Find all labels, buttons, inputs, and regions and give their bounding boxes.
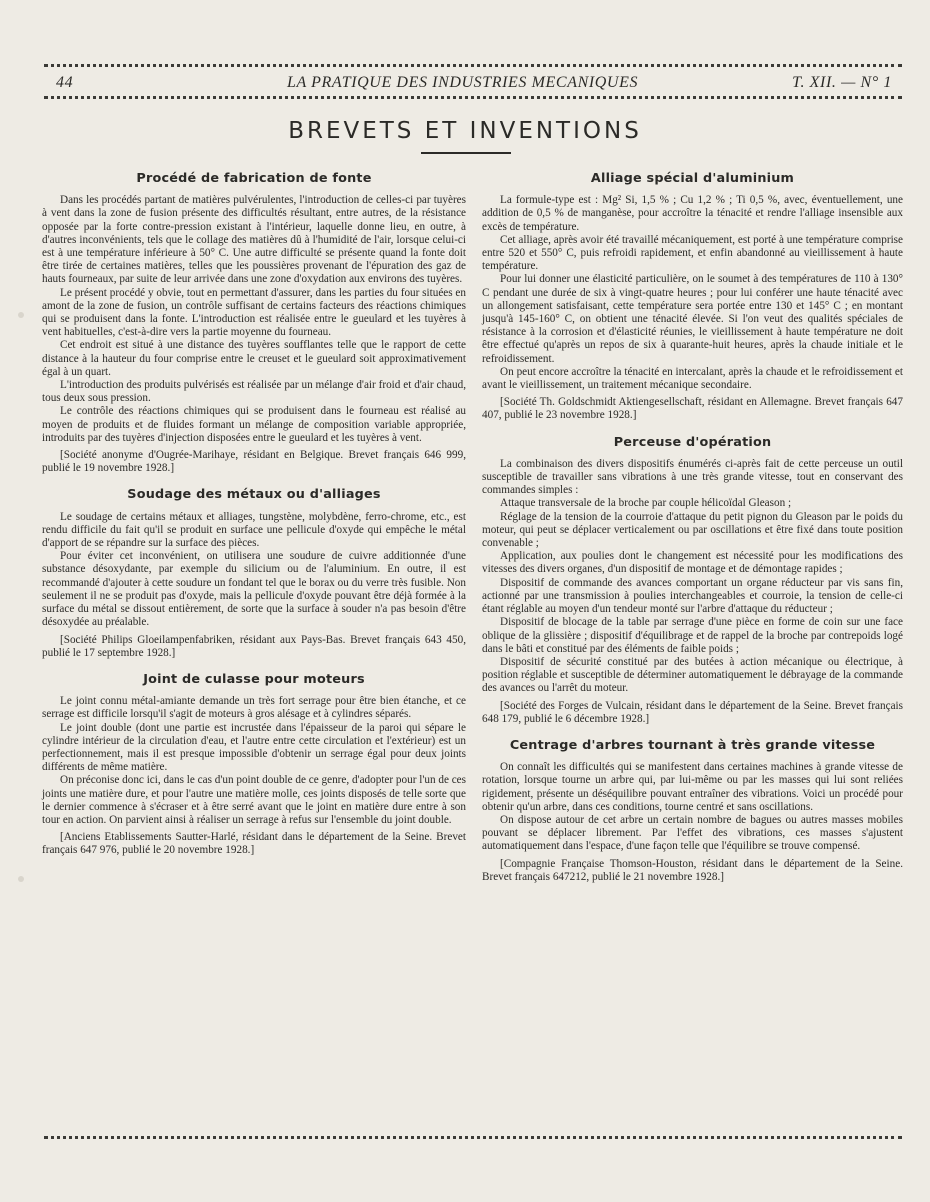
title-underline [421, 152, 511, 154]
article-paragraph: Pour éviter cet inconvénient, on utilisera une soudure de cuivre additionnée d'une substance désoxydante, par exemple du silicium ou de l'aluminium. En outre, il est recommandé d'ajouter à cette soudure un fondant tel que le borax ou du verre très fusible. Non seulement il ne se produit pas d'oxyde, mais la pellicule d'oxyde pouvant être déjà formée à la surface du métal se dissout entièrement, de sorte que la surface à souder n'a pas besoin d'être désoxydée au préalable. [42, 550, 466, 629]
left-column [42, 172, 466, 858]
article-paragraph: On peut encore accroître la ténacité en intercalant, après la chaude et le refroidissement et avant le vieillissement, un traitement mécanique secondaire. [482, 365, 903, 392]
article-title: Perceuse d'opération [613, 434, 772, 450]
article-paragraph: Réglage de la tension de la courroie d'attaque du petit pignon du Gleason par le poids du moteur, qui peut se déplacer verticalement ou par oscillations et être fixé dans toute position convenable ; [482, 510, 903, 550]
article [482, 436, 903, 726]
article-paragraph: Le soudage de certains métaux et alliages, tungstène, molybdène, ferro-chrome, etc., est rendu difficile du fait qu'il se produit en surface une pellicule d'oxyde qui empêche le métal d'apport de se répandre sur la surface des pièces. [42, 510, 466, 550]
article-paragraph: La formule-type est : Mg² Si, 1,5 % ; Cu 1,2 % ; Ti 0,5 %, avec, éventuellement, une addition de 0,5 % de manganèse, pour accroître la ténacité et rendre l'alliage insensible aux excès de température. [482, 194, 903, 233]
right-column [482, 172, 903, 884]
section-title: BREVETS ET INVENTIONS [288, 118, 642, 144]
article-paragraph: Dispositif de sécurité constitué par des butées à action mécanique ou électrique, à position réglable et susceptible de déterminer automatiquement le débrayage de la commande des avances ou l'arrêt du moteur. [482, 655, 903, 695]
volume-number: T. XII. — N° 1 [792, 74, 892, 91]
article-paragraph: Dans les procédés partant de matières pulvérulentes, l'introduction de celles-ci par tuyères à vent dans la zone de fusion présente des difficultés résultant, entre autres, de la résistance opposée par la forte contre-pression existant à l'intérieur, laquelle donne lieu, en outre, à d'autres inconvénients, tels que le collage des matières dû à l'humidité de l'air, lorsque celui-ci est à une température inférieure à 50° C. Une autre difficulté se présente quand la fonte doit être tirée de certaines matières, telles que les poussières provenant de l'épuration des gaz de hauts fourneaux, par suite de leur arrivée dans une zone d'oxydation aux environs des tuyères. [42, 194, 466, 286]
article-paragraph: On préconise donc ici, dans le cas d'un point double de ce genre, d'adopter pour l'un de ces joints une matière dure, et pour l'autre une matière molle, ces joints disposés de telle sorte que le dernier commence à s'écraser et à être serré avant que le joint en matière dure entre à son tour en action. On parvient ainsi à réaliser un serrage à refus sur l'ensemble du joint double. [42, 774, 466, 826]
article-paragraph: Le présent procédé y obvie, tout en permettant d'assurer, dans les parties du four situées en amont de la zone de fusion, un contrôle suffisant de certains facteurs des réactions chimiques qui se produisent dans la fonte. L'introduction est réalisée entre le gueulard et les tuyères à vent habituelles, c'est-à-dire vers la partie moyenne du fourneau. [42, 286, 466, 339]
binding-hole [18, 876, 24, 882]
article-paragraph: On dispose autour de cet arbre un certain nombre de bagues ou autres masses mobiles pouvant se déplacer librement. Par l'effet des vibrations, ces masses s'ajustent automatiquement dans l'espace, d'une façon telle que l'équilibre se trouve compensé. [482, 813, 903, 853]
patent-reference: [Compagnie Française Thomson-Houston, résidant dans le département de la Seine. Brevet français 647212, publié le 21 novembre 1928.] [482, 857, 903, 883]
article-paragraph: Dispositif de blocage de la table par serrage d'une pièce en forme de coin sur une face oblique de la glissière ; dispositif d'équilibrage et de rappel de la broche par contrepoids logé dans le bâti et constitué par des éléments de faible poids ; [482, 616, 903, 655]
bottom-dotted-rule [44, 1136, 902, 1142]
patent-reference: [Société Th. Goldschmidt Aktiengesellschaft, résidant en Allemagne. Brevet français 647 407, publié le 23 novembre 1928.] [482, 396, 903, 422]
article [42, 673, 466, 858]
article-spacer [42, 660, 466, 673]
page-number: 44 [56, 74, 74, 91]
article-title: Alliage spécial d'aluminium [590, 171, 795, 186]
article-paragraph: Cet endroit est situé à une distance des tuyères soufflantes telle que le rapport de cette distance à la hauteur du four comprise entre le creuset et le gueulard soit approximativement égal à un quart. [42, 339, 466, 378]
article-paragraph: Cet alliage, après avoir été travaillé mécaniquement, est porté à une température comprise entre 520 et 550° C, puis refroidi rapidement, et enfin abandonné au vieillissement à haute température. [482, 233, 903, 273]
top-dotted-rule [44, 64, 902, 70]
journal-title: LA PRATIQUE DES INDUSTRIES MECANIQUES [287, 74, 639, 91]
article-paragraph: On connaît les difficultés qui se manifestent dans certaines machines à grande vitesse de rotation, lorsque tourne un arbre qui, par lui-même ou par les masses qui lui sont reliées rigidement, présente un déséquilibre pouvant entraîner des vibrations. Voici un procédé pour obtenir qu'un arbre, dans ces conditions, tourne centré et sans oscillations. [482, 761, 903, 813]
article [482, 172, 903, 423]
article-paragraph: Le contrôle des réactions chimiques qui se produisent dans le fourneau est réalisé au moyen de produits et de fluides formant un mélange de composition variable appropriée, introduits par des tuyères d'injection disposées entre le gueulard et les tuyères à vent. [42, 405, 466, 444]
patent-reference: [Société anonyme d'Ougrée-Marihaye, résidant en Belgique. Brevet français 646 999, publié le 19 novembre 1928.] [42, 449, 466, 475]
article-spacer [482, 726, 903, 739]
article-spacer [482, 423, 903, 436]
article-title: Soudage des métaux ou d'alliages [127, 487, 381, 503]
article-paragraph: Attaque transversale de la broche par couple hélicoïdal Gleason ; [500, 497, 792, 510]
article-paragraph: Pour lui donner une élasticité particulière, on le soumet à des températures de 110 à 130° C pendant une durée de six à vingt-quatre heures ; pour lui conférer une haute ténacité avec un allongement satisfaisant, cette température sera portée entre 130 et 145° C ; en montant jusqu'à 145-160° C, on obtient une ténacité élevée. Si l'on veut des qualités spéciales de résistance à la corrosion et d'élasticité réunies, le vieillissement à haute température ne doit être effectué qu'après un repos de six à quarante-huit heures, après la chaude initiale et le refroidissement. [482, 273, 903, 365]
article-paragraph: Dispositif de commande des avances comportant un organe réducteur par vis sans fin, actionné par une transmission à poulies interchangeables et courroie, la tension de celle-ci étant réglable au moyen d'un tendeur monté sur l'arbre d'attaque du réducteur ; [482, 576, 903, 616]
article [42, 172, 466, 475]
article [42, 488, 466, 659]
article-paragraph: Le joint double (dont une partie est incrustée dans l'épaisseur de la paroi qui sépare le cylindre intérieur de la circulation d'eau, et l'autre entre cette circulation et l'extérieur) est un perfectionnement, mais il est presque impossible d'obtenir un serrage égal pour deux joints différents de même matière. [42, 721, 466, 774]
article-title: Centrage d'arbres tournant à très grande vitesse [509, 737, 876, 753]
article-title: Joint de culasse pour moteurs [143, 671, 365, 687]
header-dotted-rule [44, 96, 902, 102]
article-paragraph: Application, aux poulies dont le changement est nécessité pour les modifications des vitesses des divers organes, d'un dispositif de montage et de démontage rapides ; [482, 550, 903, 576]
article-paragraph: La combinaison des divers dispositifs énumérés ci-après fait de cette perceuse un outil susceptible de travailler sans vibrations à une très grande vitesse, tout en conservant des commandes simples : [482, 457, 903, 497]
binding-hole [18, 312, 24, 318]
article-paragraph: L'introduction des produits pulvérisés est réalisée par un mélange d'air froid et d'air chaud, tous deux sous pression. [42, 379, 466, 405]
article-title: Procédé de fabrication de fonte [136, 171, 372, 186]
patent-reference: [Anciens Etablissements Sautter-Harlé, résidant dans le département de la Seine. Brevet français 647 976, publié le 20 novembre 1928.] [42, 831, 466, 857]
patent-reference: [Société Philips Gloeilampenfabriken, résidant aux Pays-Bas. Brevet français 643 450, publié le 17 septembre 1928.] [42, 633, 466, 659]
article-paragraph: Le joint connu métal-amiante demande un très fort serrage pour être bien étanche, et ce serrage est difficile lorsqu'il s'agit de moteurs à gros alésage et à cylindres séparés. [42, 695, 466, 721]
patent-reference: [Société des Forges de Vulcain, résidant dans le département de la Seine. Brevet français 648 179, publié le 6 décembre 1928.] [482, 699, 903, 725]
article [482, 739, 903, 884]
